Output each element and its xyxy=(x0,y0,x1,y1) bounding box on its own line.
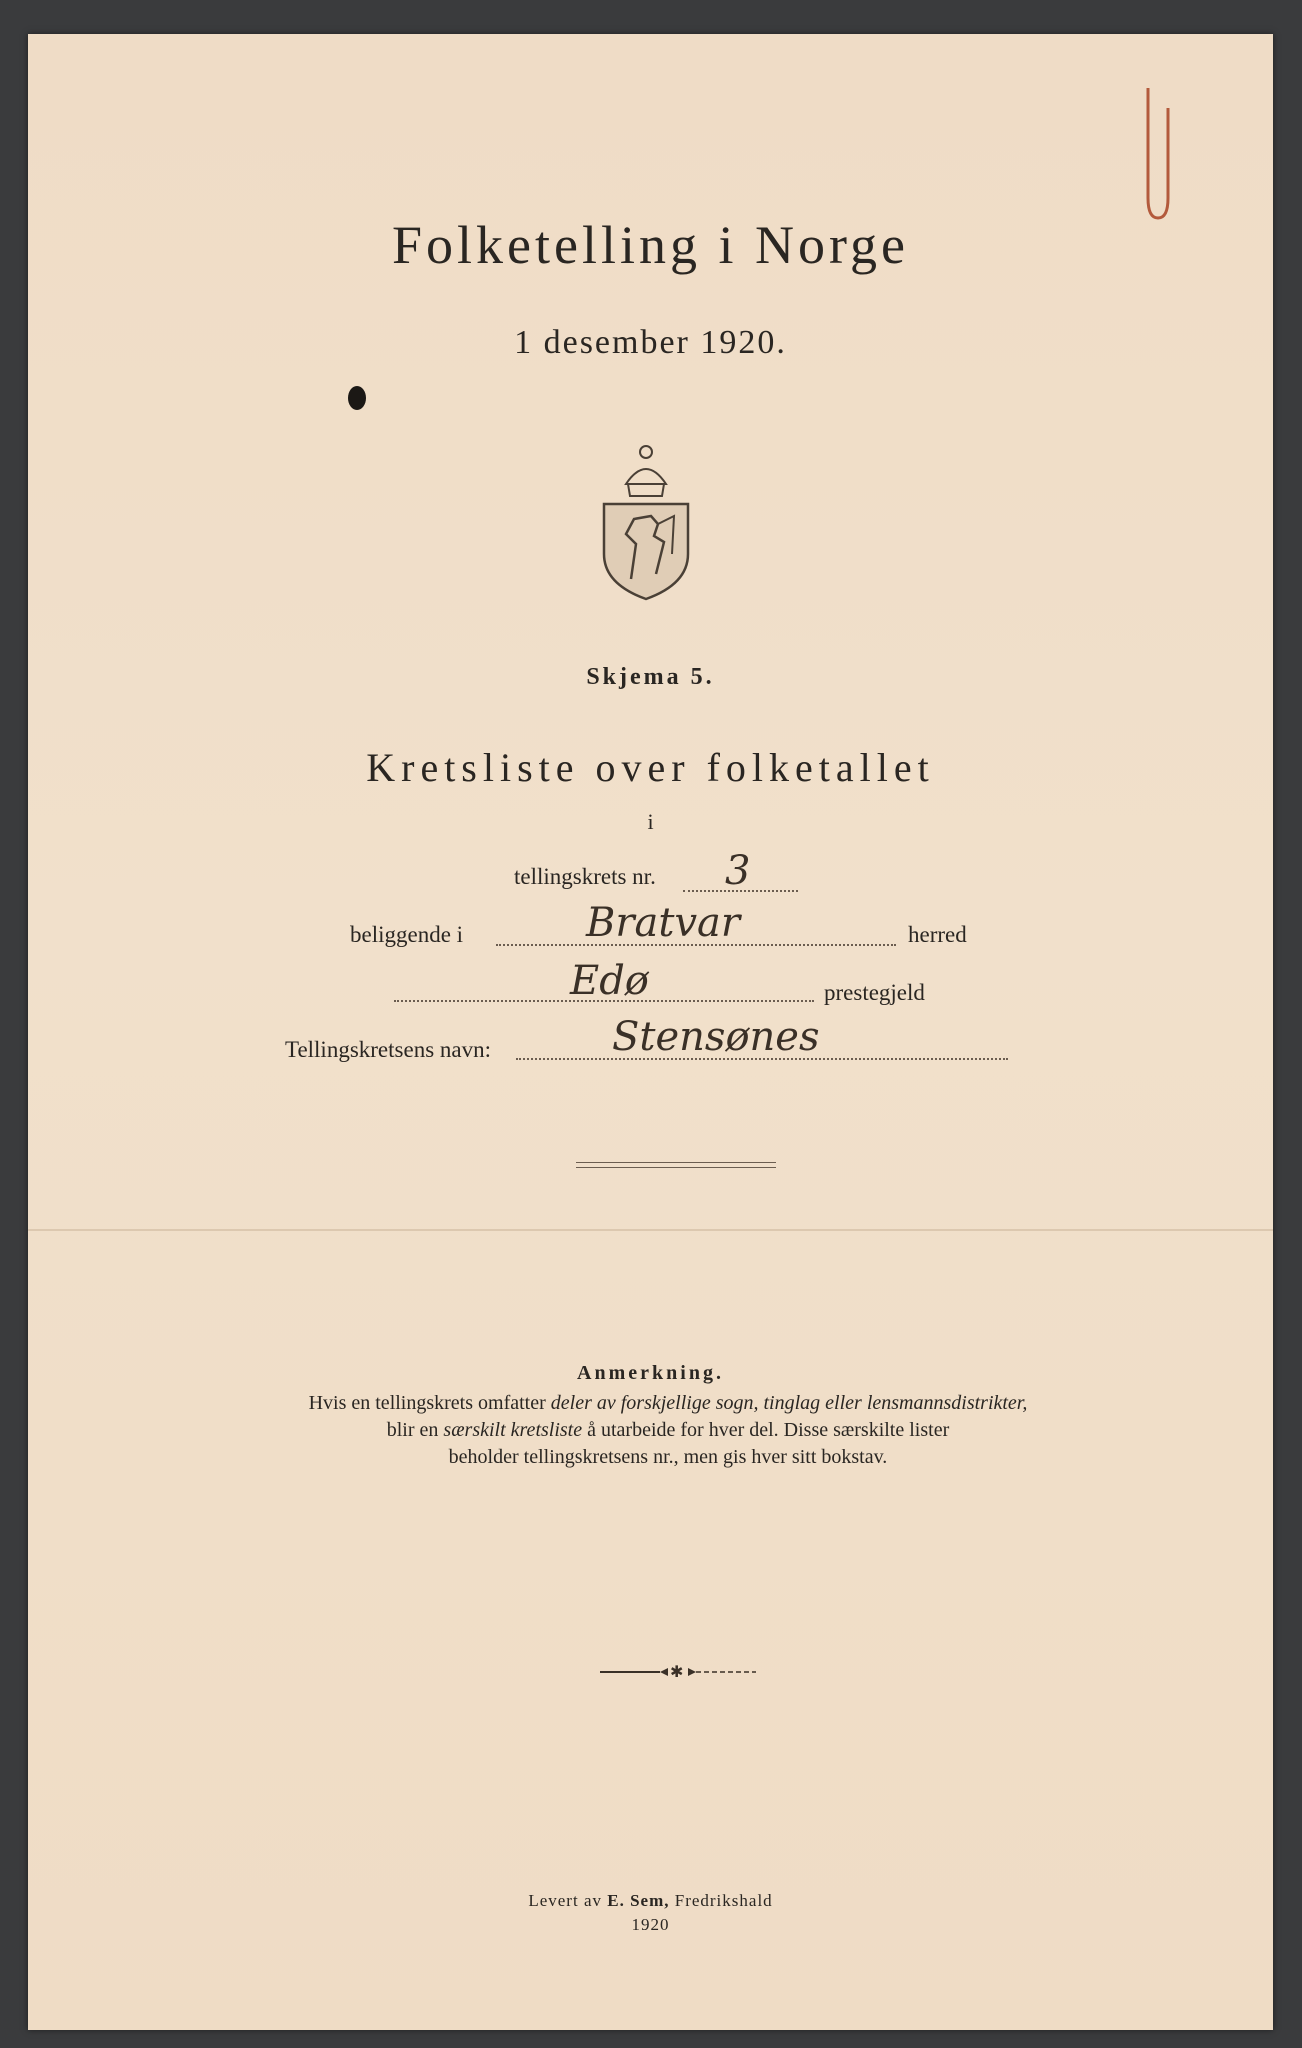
printer-credit xyxy=(28,1889,1273,1937)
note-line-2: blir en særskilt kretsliste å utarbeide for hver del. Disse særskilte lister xyxy=(386,1419,950,1441)
section-divider xyxy=(576,1162,776,1168)
navn-value: Stensønes xyxy=(612,1014,820,1060)
printer-year: 1920 xyxy=(631,1915,670,1934)
printer-line-1: Levert av E. Sem, Fredrikshald xyxy=(528,1891,773,1910)
form-subtitle: Kretsliste over folketallet xyxy=(366,745,935,790)
krets-field xyxy=(683,848,798,894)
beliggende-label: beliggende i xyxy=(350,922,464,947)
navn-label: Tellingskretsens navn: xyxy=(285,1037,491,1062)
paper-clip-icon xyxy=(1140,78,1170,228)
page-title: Folketelling i Norge xyxy=(392,215,909,275)
norwegian-coat-of-arms-icon xyxy=(596,424,696,602)
ink-blot xyxy=(348,386,366,410)
schema-label: Skjema 5. xyxy=(586,664,715,690)
note-text xyxy=(228,1390,1108,1471)
navn-field xyxy=(516,1014,1008,1060)
prestegjeld-field xyxy=(394,958,814,1004)
census-form-page xyxy=(28,34,1273,2030)
svg-text:✱: ✱ xyxy=(670,1662,684,1681)
prestegjeld-label: prestegjeld xyxy=(824,980,925,1005)
krets-label: tellingskrets nr. xyxy=(514,864,656,889)
star-ornament-icon xyxy=(598,1662,758,1682)
herred-label: herred xyxy=(908,922,967,947)
herred-value: Bratvar xyxy=(586,900,741,946)
prestegjeld-value: Edø xyxy=(570,958,649,1004)
herred-field xyxy=(496,900,896,946)
preposition-i: i xyxy=(647,809,654,834)
krets-value: 3 xyxy=(725,848,751,894)
census-date: 1 desember 1920. xyxy=(514,324,787,361)
note-line-3: beholder tellingskretsens nr., men gis hver sitt bokstav. xyxy=(448,1446,888,1468)
note-line-1: Hvis en tellingskrets omfatter deler av forskjellige sogn, tinglag eller lensmannsdistrikter, xyxy=(308,1392,1028,1414)
note-heading: Anmerkning. xyxy=(577,1362,724,1384)
